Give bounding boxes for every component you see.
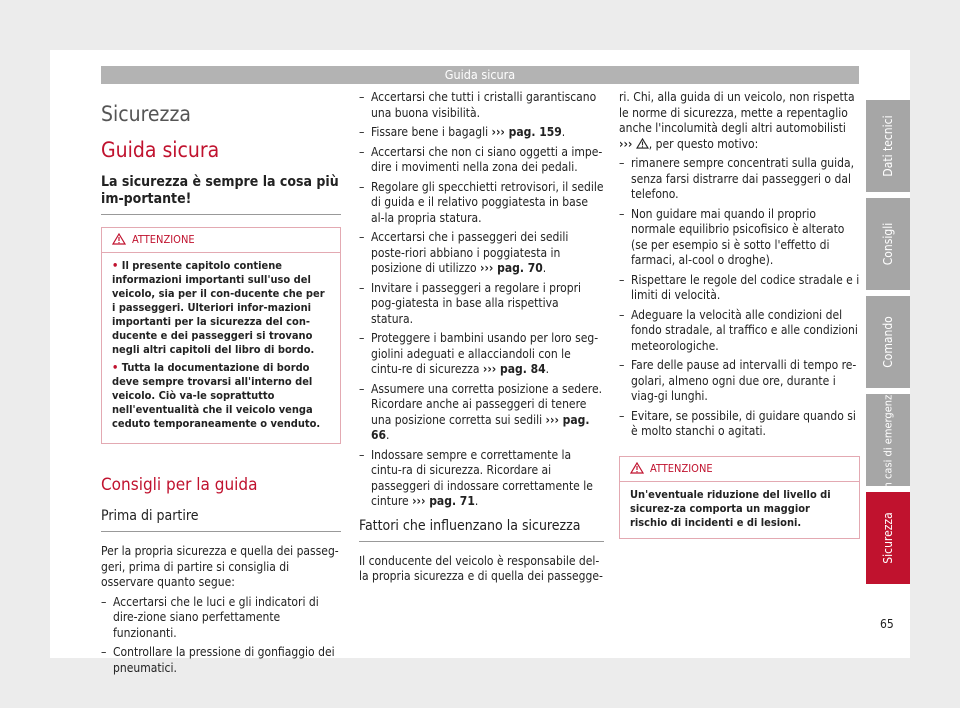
warning-triangle-icon [630, 462, 644, 474]
tab-consigli[interactable]: Consigli [866, 198, 910, 290]
warning-box-2 [619, 456, 860, 539]
list-item-text: Assumere una corretta posizione a sedere. Ricordare anche ai passeggeri di tenere una posizione corretta sui sedili [371, 381, 603, 427]
list-item [359, 180, 604, 227]
paragraph-text: ri. Chi, alla guida di un veicolo, non rispetta le norme di sicurezza, mette a repentaglio anche l'incolumità degli altri automobilisti [619, 90, 855, 135]
list-item: – Controllare la pressione di gonfiaggio dei pneumatici. [101, 645, 341, 676]
list-item-end: . [561, 125, 566, 139]
list-item: – Accertarsi che le luci e gli indicatori di dire-zione siano perfettamente funzionanti. [101, 595, 341, 642]
list-item: – Adeguare la velocità alle condizioni del fondo stradale, al traffico e alle condizioni meteorologiche. [619, 308, 860, 355]
rules-list [619, 156, 860, 440]
list-item: – Non guidare mai quando il proprio normale equilibrio psicofisico è alterato (se per esempio si è sotto l'effetto di farmaci, al-cool o droghe). [619, 207, 860, 269]
warning-bullet-2: Tutta la documentazione di bordo deve sempre trovarsi all'interno del veicolo. Ciò va-le soprattutto nell'eventualità che il veicolo venga ceduto temporaneamente o venduto. [112, 361, 321, 430]
list-item [359, 90, 604, 121]
responsibility-paragraph: Il conducente del veicolo è responsabile del-la propria sicurezza e di quella dei passegge- [359, 553, 603, 583]
list-item [359, 382, 604, 444]
warning-triangle-icon [112, 233, 126, 245]
list-item [359, 145, 604, 176]
list-item: – rimanere sempre concentrati sulla guida, senza farsi distrarre dai passeggeri o dal telefono. [619, 156, 860, 203]
running-header: Guida sicura [101, 66, 859, 84]
list-item-end: . [542, 261, 547, 275]
list-item [359, 448, 604, 510]
page-number: 65 [880, 617, 894, 631]
list-item-end: . [386, 428, 390, 442]
heading-safety-first: La sicurezza è sempre la cosa più im-portante! [101, 174, 341, 215]
list-item: – Rispettare le regole del codice stradale e i limiti di velocità. [619, 273, 860, 304]
checklist [359, 90, 604, 510]
heading-safety-factors: Fattori che influenzano la sicurezza [359, 518, 604, 542]
heading-before-leaving: Prima di partire [101, 508, 341, 532]
list-item-end: . [474, 494, 479, 508]
warning-body [102, 253, 340, 443]
column-3 [619, 90, 860, 539]
warning-header [620, 457, 859, 482]
list-item-text: Indossare sempre e correttamente la cintu-ra di sicurezza. Ricordare ai passeggeri di indossare correttamente le cinture [371, 447, 593, 508]
page-reference-link[interactable]: ››› pag. 70 [480, 261, 543, 275]
tab-sicurezza[interactable]: Sicurezza [866, 492, 910, 584]
list-item-end: . [545, 362, 550, 376]
heading-driving-tips: Consigli per la guida [101, 475, 258, 495]
list-item-text: Regolare gli specchietti retrovisori, il sedile di guida e il relativo poggiatesta in base al-la propria statura. [371, 179, 604, 225]
list-item [359, 230, 604, 277]
list-item: – Fare delle pause ad intervalli di tempo re-golari, almeno ogni due ore, durante i viag-gi lunghi. [619, 358, 860, 405]
page-reference-link[interactable]: ››› pag. 84 [482, 362, 546, 376]
warning-triangle-icon [636, 138, 649, 149]
reference-link[interactable]: ››› [619, 136, 633, 151]
tab-dati-tecnici[interactable]: Dati tecnici [866, 100, 910, 192]
list-item: – Evitare, se possibile, di guidare quando si è molto stanchi o agitati. [619, 409, 860, 440]
bullet-icon: • [112, 361, 122, 374]
paragraph-text-end: , per questo motivo: [648, 136, 759, 151]
list-item-text: Accertarsi che i passeggeri dei sedili poste-riori abbiano i poggiatesta in posizione di utilizzo [371, 230, 569, 275]
warning-bullet-1: Il presente capitolo contiene informazioni importanti sull'uso del veicolo, sia per il con-ducente che per i passeggeri. Ulteriori infor-mazioni importanti per la sicurezza del con-ducente e dei passeggeri si trovano negli altri capitoli del libro di bordo. [112, 259, 325, 356]
list-item-text: Accertarsi che non ci siano oggetti a impe-dire i movimenti nella zona dei pedali. [371, 144, 603, 174]
warning-box-1 [101, 227, 341, 444]
list-item-text: Fissare bene i bagagli [371, 125, 489, 139]
list-item-text: Accertarsi che tutti i cristalli garantiscano una buona visibilità. [371, 90, 597, 120]
list-item [359, 281, 604, 328]
intro-paragraph: Per la propria sicurezza e quella dei passeg-geri, prima di partire si consiglia di osservare quanto segue: [101, 544, 339, 589]
list-item-text: Invitare i passeggeri a regolare i propri pog-giatesta in base alla rispettiva statura. [371, 280, 582, 326]
tab-emergenza[interactable]: In casi di emergenza [866, 394, 910, 486]
warning-title: ATTENZIONE [650, 461, 713, 475]
warning-title: ATTENZIONE [132, 233, 195, 246]
column-2 [359, 90, 604, 589]
list-item-text: Proteggere i bambini usando per loro seg-giolini adeguati e allacciandoli con le cintu-re di sicurezza [371, 331, 599, 376]
tab-comando[interactable]: Comando [866, 296, 910, 388]
bullet-icon: • [112, 259, 122, 272]
section-title: Sicurezza [101, 102, 191, 126]
page-reference-link[interactable]: ››› pag. 159 [491, 125, 562, 139]
warning-body: Un'eventuale riduzione del livello di sicurez-za comporta un maggior rischio di incidenti e di lesioni. [630, 487, 831, 529]
page-reference-link[interactable]: ››› pag. 66 [371, 412, 590, 442]
list-item [359, 331, 604, 378]
warning-header [102, 228, 340, 253]
column-1 [101, 90, 341, 680]
page-reference-link[interactable]: ››› pag. 71 [412, 494, 475, 508]
list-item [359, 125, 604, 141]
continued-paragraph [619, 90, 860, 152]
subsection-title: Guida sicura [101, 138, 220, 162]
